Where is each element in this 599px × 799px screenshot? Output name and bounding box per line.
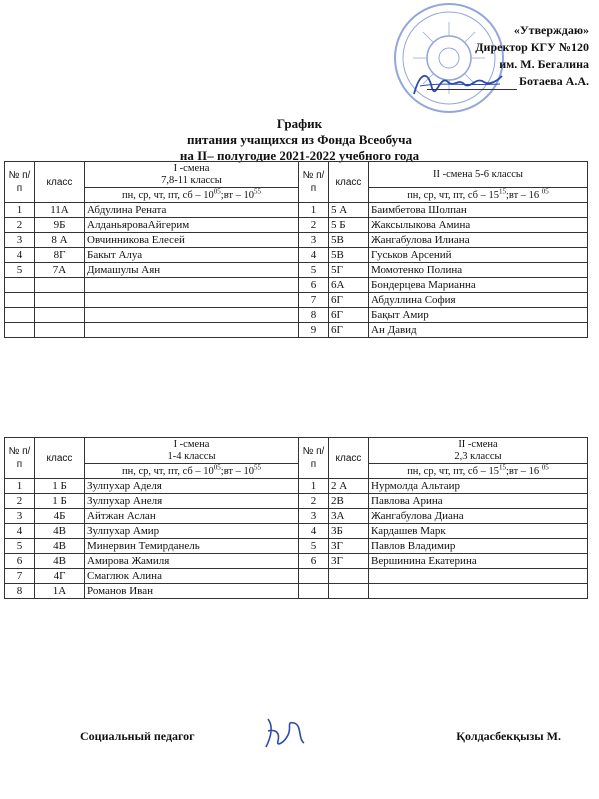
table-row: 9 6Г Ан Давид (5, 323, 588, 338)
right-schedule: пн, ср, чт, пт, сб – $15^{15};вт - 16$ $^{05}$ (369, 464, 588, 479)
table-row: 8 6Г Бақыт Амир (5, 308, 588, 323)
signature-line (427, 89, 517, 90)
table-row: 2 9Б АлданьяроваАйгерим 2 5 Б Жаксылыкова Амина (5, 218, 588, 233)
header-left-shift (85, 162, 299, 188)
table-row: 4 4В Зулпухар Амир 4 3Б Кардашев Марк (5, 524, 588, 539)
left-schedule: пн, ср, чт, пт, сб – $10^{05};вт - 10^{55}$ (85, 464, 299, 479)
header-right-shift: II -смена 5-6 классы (369, 162, 588, 188)
approval-line2: Директор КГУ №120 (475, 40, 589, 54)
table-row: 1 11А Абдулина Рената 1 5 А Баимбетова Шолпан (5, 203, 588, 218)
header-class-right: класс (329, 438, 369, 479)
table-row: 1 1 Б Зулпухар Аделя 1 2 А Нурмолда Альтаир (5, 479, 588, 494)
table-row: 5 4В Минервин Темирданель 5 3Г Павлов Владимир (5, 539, 588, 554)
right-schedule: пн, ср, чт, пт, сб – $15^{15};вт - 16$ $^{05}$ (369, 188, 588, 203)
table-row: 4 8Г Бакыт Алуа 4 5В Гуськов Арсений (5, 248, 588, 263)
left-shift-grades: 1-4 классы (167, 450, 216, 462)
table-row: 3 8 А Овчинникова Елесей 3 5В Жангабулова Илиана (5, 233, 588, 248)
director-name: Ботаева А.А. (519, 74, 589, 88)
header-left-shift (85, 438, 299, 464)
approval-line1: «Утверждаю» (513, 23, 589, 37)
header-class: класс (35, 438, 85, 479)
approval-block (369, 22, 589, 90)
table-row: 7 4Г Смаглюк Алина (5, 569, 588, 584)
footer-pedagogue-name: Қолдасбекқызы М. (456, 729, 561, 743)
pedagogue-signature-icon (262, 713, 308, 751)
header-num-right: № п/п (299, 162, 329, 203)
table-row: 8 1А Романов Иван (5, 584, 588, 599)
header-class: класс (35, 162, 85, 203)
title-line3: на II– полугодие 2021-2022 учебного года (179, 148, 420, 163)
table-row: 6 4В Амирова Жамиля 6 3Г Вершинина Екатерина (5, 554, 588, 569)
header-num: № п/п (5, 438, 35, 479)
schedule-table-2 (4, 437, 588, 599)
table-row: 6 6А Бондерцева Марианна (5, 278, 588, 293)
table-row: 7 6Г Абдуллина София (5, 293, 588, 308)
left-shift-grades: 7,8-11 классы (161, 174, 222, 186)
right-shift-grades: 2,3 классы (454, 450, 502, 462)
approval-line4 (369, 73, 589, 90)
header-num-right: № п/п (299, 438, 329, 479)
approval-line3: им. М. Бегалина (499, 57, 589, 71)
document-title (0, 116, 599, 164)
table-row: 5 7А Димашулы Аян 5 5Г Момотенко Полина (5, 263, 588, 278)
left-schedule: пн, ср, чт, пт, сб – $10^{05};вт - 10^{55}$ (85, 188, 299, 203)
title-line2: питания учащихся из Фонда Всеобуча (187, 132, 412, 147)
schedule-table-1 (4, 161, 588, 338)
footer-social-pedagogue: Социальный педагог (80, 729, 195, 743)
header-num: № п/п (5, 162, 35, 203)
title-line1: График (276, 116, 323, 131)
table-row: 3 4Б Айтжан Аслан 3 3А Жангабулова Диана (5, 509, 588, 524)
table-row: 2 1 Б Зулпухар Анеля 2 2В Павлова Арина (5, 494, 588, 509)
right-shift-label: II -смена (458, 438, 498, 450)
left-shift-label: I -смена (173, 438, 210, 450)
left-shift-label: I -смена (173, 162, 210, 174)
header-class-right: класс (329, 162, 369, 203)
header-right-shift (369, 438, 588, 464)
